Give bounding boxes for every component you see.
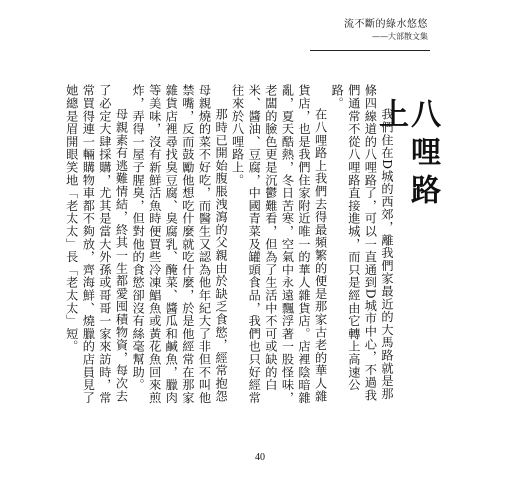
running-header bbox=[344, 18, 428, 42]
book-subtitle: ——大部散文集 bbox=[372, 32, 428, 41]
paragraph: 母親素有逃難情結，終其一生都愛囤積物資，每次去了必定大肆採購，尤其是當大外孫或哥哥一家來訪時，常常買得連一輛購物車都不夠放，齊海鮮、燒臘的店員見了她總是眉開眼笑地「老太太」長「老太太」短。 bbox=[64, 84, 129, 404]
book-title: 流不斷的綠水悠悠 bbox=[344, 19, 428, 30]
body-text bbox=[63, 84, 395, 404]
page-number: 40 bbox=[255, 452, 265, 463]
paragraph: 我們住在D城的西郊，離我們家最近的大馬路就是那條四線道的八哩路了，可以一直通到D城市中心，不過我們通常不從八哩路直接進城，而只是經由它轉上高速公路。 bbox=[330, 84, 394, 402]
header-rule bbox=[310, 50, 430, 51]
paragraph: 那時已開始腹脹洩瀉的父親由於缺乏食慾，經常抱怨母親燒的菜不好吃，而醫生又認為他年紀大了非但不叫他禁嘴，反而鼓勵他想吃什麼就吃什麼，於是他經常在那家雜貨店裡尋找臭豆腐、臭腐乳、醃菜、醬瓜和鹹魚，臘肉等美味，沒有新鮮活魚時便買些冷凍鯧魚或黃花魚回來煎炸，弄得一屋子腥臭，但對他的食慾卻沒有絲毫幫助。 bbox=[131, 84, 229, 404]
paragraph: 在八哩路上我們去得最頻繁的便是那家古老的華人雜貨店，也是我們住家附近唯一的華人雜貨店。店裡陰暗雜亂，夏天酷熱，冬日苦寒，空氣中永遠飄浮著一股怪味，老闆的臉色更是沉鬱難看，但為了生活中不可或缺的白米、醬油、豆腐，中國青菜及罐頭食品，我們也只好經常往來於八哩路上。 bbox=[230, 84, 328, 404]
chapter-title: 八哩路上 bbox=[373, 98, 440, 212]
